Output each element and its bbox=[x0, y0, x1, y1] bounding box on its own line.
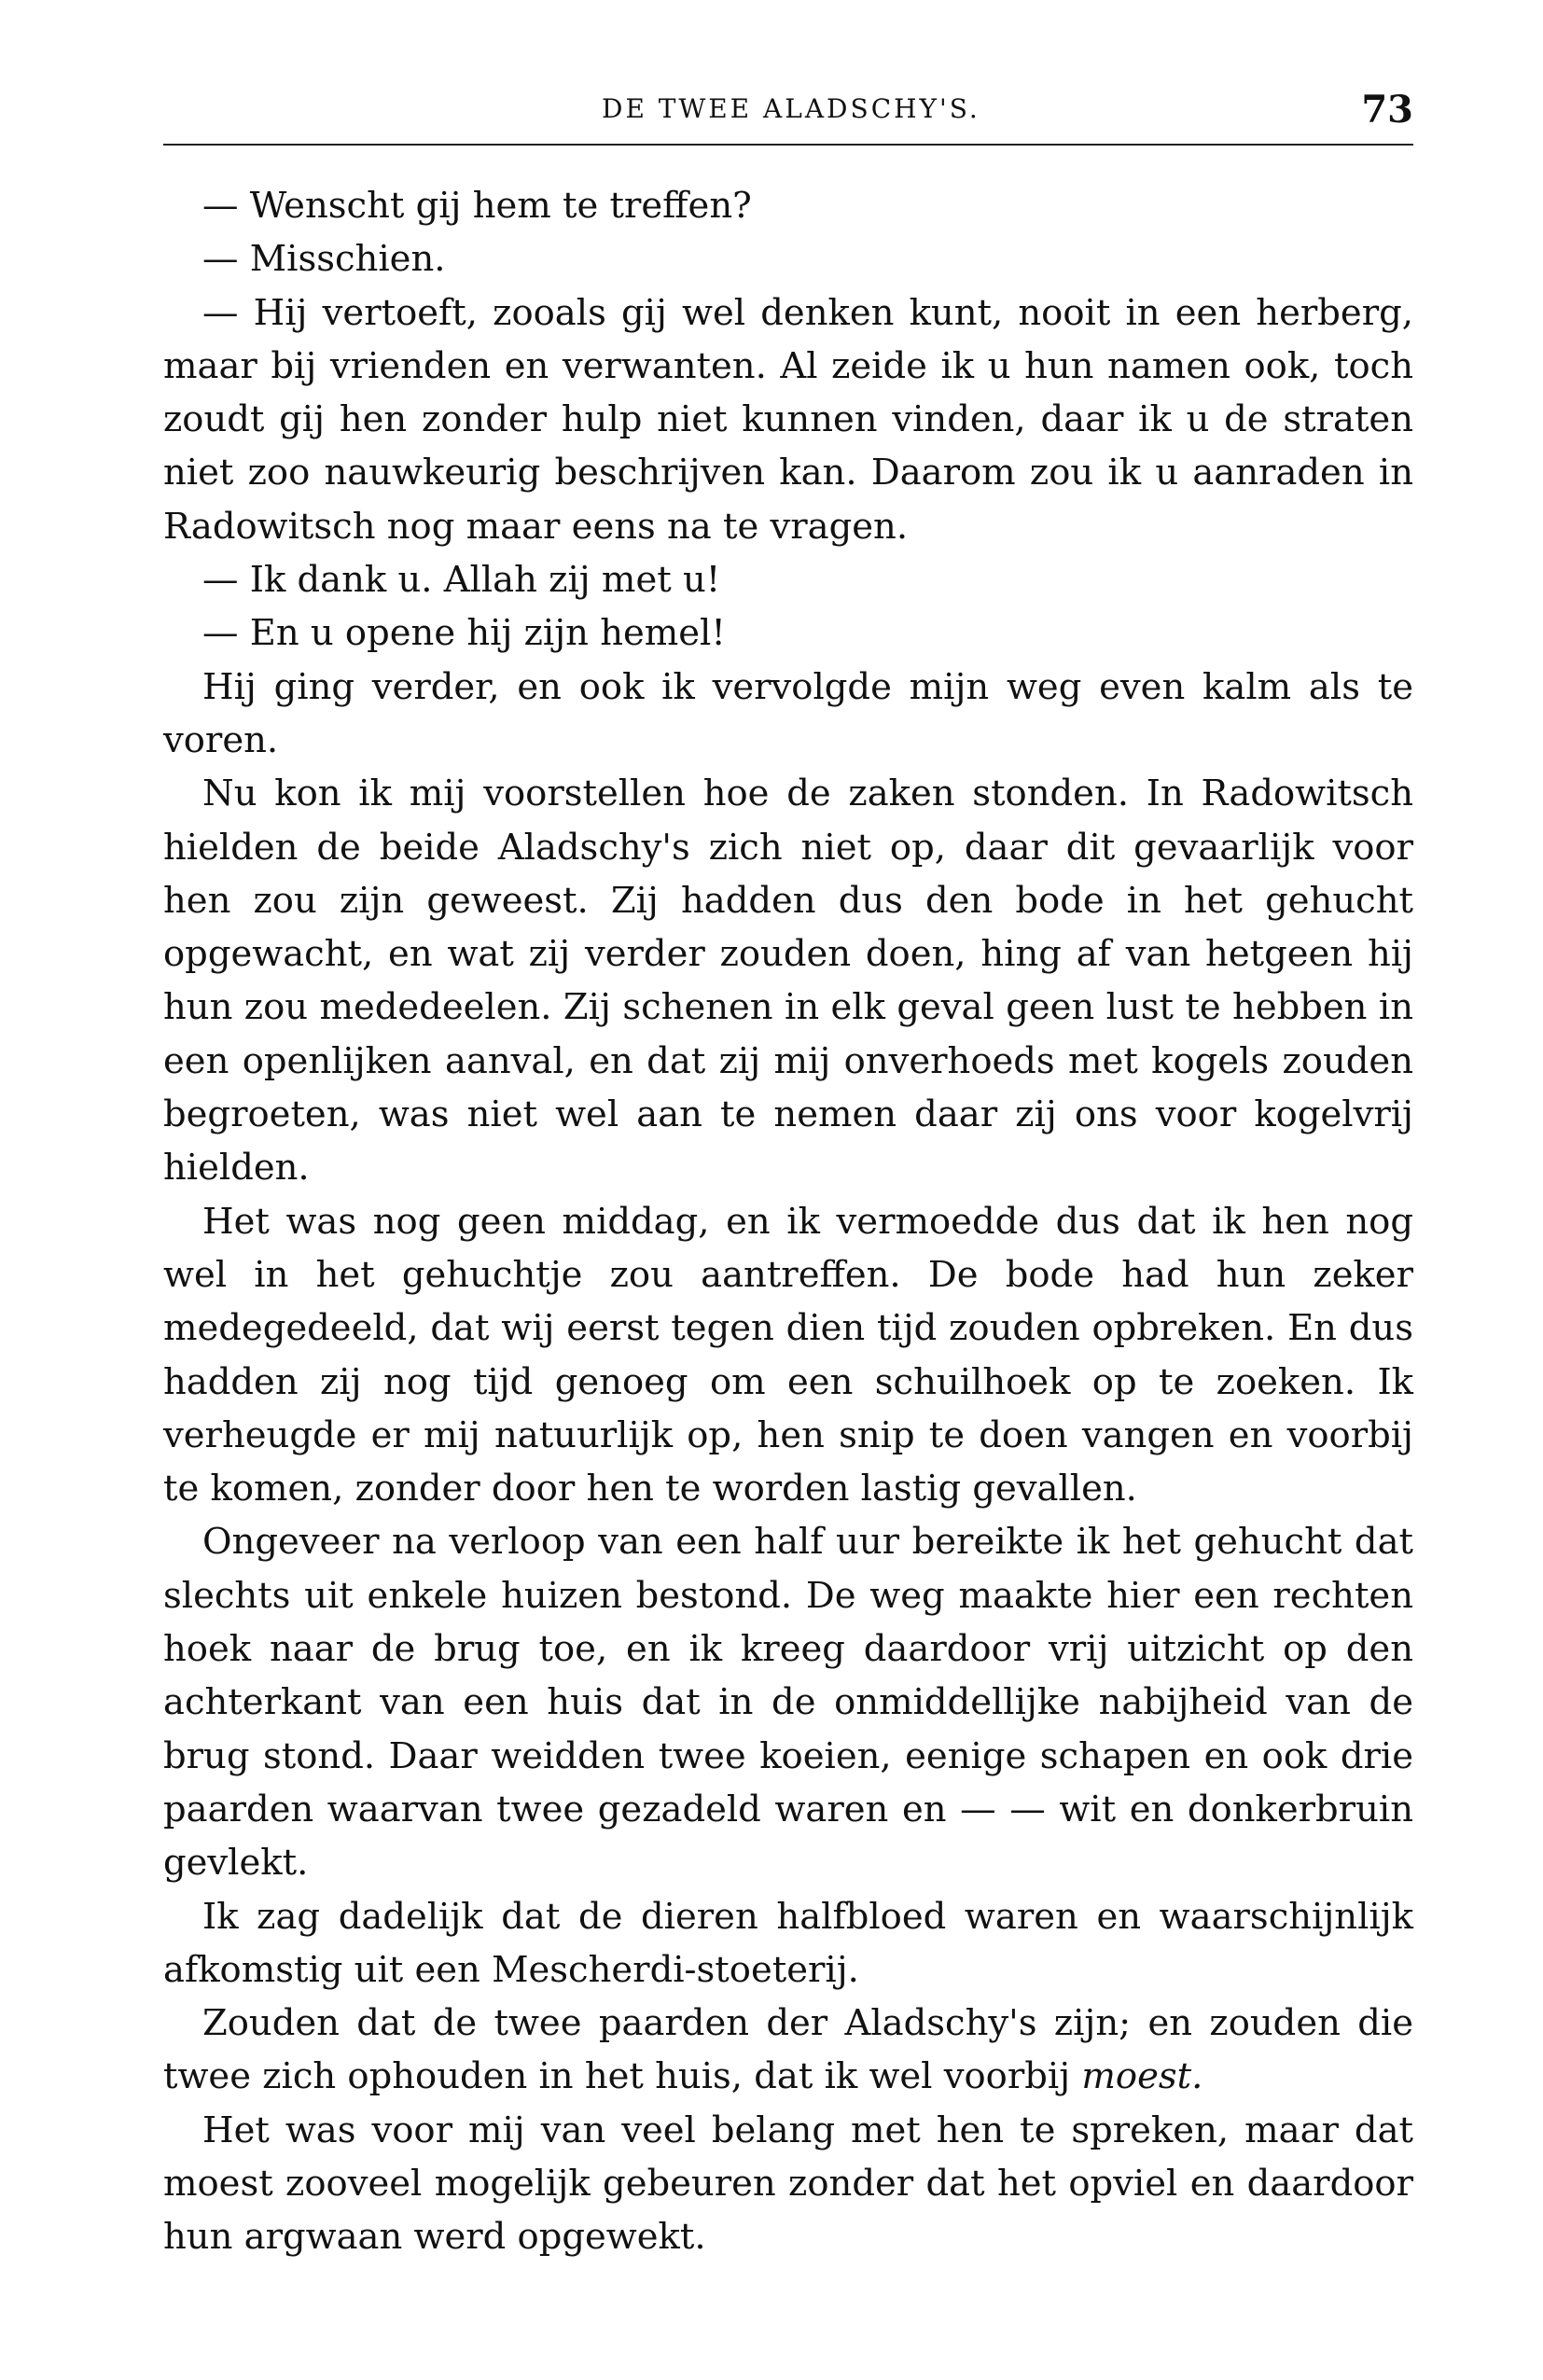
paragraph-text: Zouden dat de twee paarden der Aladschy's zijn; en zouden die twee zich ophouden in het huis, dat ik wel voorbij bbox=[163, 2002, 1413, 2098]
header-rule bbox=[163, 144, 1413, 146]
paragraph: Ik zag dadelijk dat de dieren halfbloed waren en waarschijnlijk afkomstig uit een Mescherdi-stoeterij. bbox=[163, 1895, 1413, 1991]
running-head bbox=[163, 84, 1413, 140]
emphasized-word: moest. bbox=[1081, 2055, 1203, 2098]
paragraph: Nu kon ik mij voorstellen hoe de zaken stonden. In Radowitsch hielden de beide Aladschy's zich niet op, daar dit gevaarlijk voor hen zou zijn geweest. Zij hadden dus den bode in het gehucht opgewacht, en wat zij verder zouden doen, hing af van hetgeen hij hun zou mededeelen. Zij schenen in elk geval geen lust te hebben in een openlijken aanval, en dat zij mij onverhoeds met kogels zouden begroeten, was niet wel aan te nemen daar zij ons voor kogelvrij hielden. bbox=[163, 772, 1413, 1190]
paragraph: — Hij vertoeft, zooals gij wel denken kunt, nooit in een herberg, maar bij vrienden en verwanten. Al zeide ik u hun namen ook, toch zoudt gij hen zonder hulp niet kunnen vinden, daar ik u de straten niet zoo nauwkeurig beschrijven kan. Daarom zou ik u aanraden in Radowitsch nog maar eens na te vragen. bbox=[163, 291, 1413, 548]
paragraph: Het was voor mij van veel belang met hen te spreken, maar dat moest zooveel mogelijk gebeuren zonder dat het opviel en daardoor hun argwaan werd opgewekt. bbox=[163, 2109, 1413, 2259]
paragraph: Het was nog geen middag, en ik vermoedde dus dat ik hen nog wel in het gehuchtje zou aantreffen. De bode had hun zeker medegedeeld, dat wij eerst tegen dien tijd zouden opbreken. En dus hadden zij nog tijd genoeg om een schuilhoek op te zoeken. Ik verheugde er mij natuurlijk op, hen snip te doen vangen en voorbij te komen, zonder door hen te worden lastig gevallen. bbox=[163, 1200, 1413, 1510]
paragraph: Ongeveer na verloop van een half uur bereikte ik het gehucht dat slechts uit enkele huizen bestond. De weg maakte hier een rechten hoek naar de brug toe, en ik kreeg daardoor vrij uitzicht op den achterkant van een huis dat in de onmiddellijke nabijheid van de brug stond. Daar weidden twee koeien, eenige schapen en ook drie paarden waarvan twee gezadeld waren en — — wit en donkerbruin gevlekt. bbox=[163, 1521, 1413, 1885]
body-text bbox=[163, 179, 1413, 2264]
paragraph: — En u opene hij zijn hemel! bbox=[202, 612, 726, 655]
paragraph: Hij ging verder, en ook ik vervolgde mijn weg even kalm als te voren. bbox=[163, 665, 1413, 761]
paragraph: — Misschien. bbox=[202, 238, 446, 281]
page-number: 73 bbox=[1361, 88, 1413, 132]
paragraph: — Wenscht gij hem te treffen? bbox=[202, 185, 752, 227]
paragraph: — Ik dank u. Allah zij met u! bbox=[202, 559, 721, 602]
running-title: DE TWEE ALADSCHY'S. bbox=[602, 93, 980, 124]
book-page bbox=[163, 84, 1413, 2323]
paragraph bbox=[163, 1997, 1413, 2104]
